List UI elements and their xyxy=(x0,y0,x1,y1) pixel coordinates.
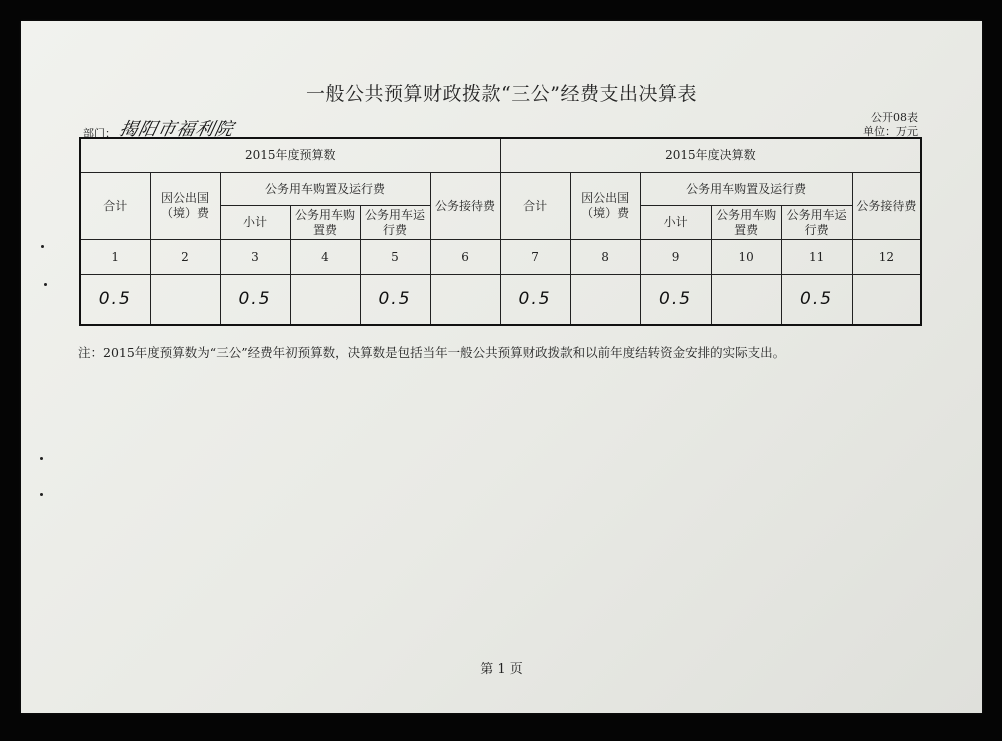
col-number: 10 xyxy=(711,240,781,275)
value-cell: 0.5 xyxy=(80,275,150,326)
value-cell xyxy=(852,275,921,326)
value-cell: 0.5 xyxy=(500,275,570,326)
header-subtotal-final: 小计 xyxy=(640,206,711,240)
footnote: 注：2015年度预算数为“三公”经费年初预算数，决算数是包括当年一般公共预算财政拨款和以前年度结转资金安排的实际支出。 xyxy=(78,345,786,360)
header-vehicle-operation-final: 公务用车运行费 xyxy=(781,206,852,240)
column-number-row xyxy=(80,240,921,275)
header-vehicle-purchase-final: 公务用车购置费 xyxy=(711,206,781,240)
page-number: 第 1 页 xyxy=(480,662,523,677)
header-vehicle-purchase-budget: 公务用车购置费 xyxy=(290,206,360,240)
document-title: 一般公共预算财政拨款“三公”经费支出决算表 xyxy=(306,83,697,105)
value-cell xyxy=(570,275,640,326)
document-sheet xyxy=(21,21,982,713)
form-meta xyxy=(863,111,918,139)
header-abroad-final: 因公出国（境）费 xyxy=(570,173,640,240)
col-number: 9 xyxy=(640,240,711,275)
value-cell: 0.5 xyxy=(781,275,852,326)
paper-speck xyxy=(41,245,44,248)
header-vehicle-group-budget: 公务用车购置及运行费 xyxy=(220,173,430,206)
col-number: 3 xyxy=(220,240,290,275)
value-cell: 0.5 xyxy=(640,275,711,326)
col-number: 1 xyxy=(80,240,150,275)
form-code: 公开08表 xyxy=(871,111,918,124)
header-total-final: 合计 xyxy=(500,173,570,240)
header-abroad-budget: 因公出国（境）费 xyxy=(150,173,220,240)
value-cell xyxy=(290,275,360,326)
header-reception-final: 公务接待费 xyxy=(852,173,921,240)
value-row xyxy=(80,275,921,326)
col-number: 12 xyxy=(852,240,921,275)
col-number: 7 xyxy=(500,240,570,275)
value-cell xyxy=(711,275,781,326)
col-number: 8 xyxy=(570,240,640,275)
value-cell: 0.5 xyxy=(220,275,290,326)
paper-speck xyxy=(44,283,47,286)
unit-label: 单位：万元 xyxy=(863,125,918,138)
header-vehicle-operation-budget: 公务用车运行费 xyxy=(360,206,430,240)
paper-speck xyxy=(40,493,43,496)
value-cell xyxy=(430,275,500,326)
col-number: 5 xyxy=(360,240,430,275)
col-number: 6 xyxy=(430,240,500,275)
header-reception-budget: 公务接待费 xyxy=(430,173,500,240)
paper-speck xyxy=(40,457,43,460)
col-number: 4 xyxy=(290,240,360,275)
value-cell: 0.5 xyxy=(360,275,430,326)
budget-group-header: 2015年度预算数 xyxy=(80,138,500,173)
header-vehicle-group-final: 公务用车购置及运行费 xyxy=(640,173,852,206)
final-group-header: 2015年度决算数 xyxy=(500,138,921,173)
department-label: 部门： xyxy=(83,127,116,140)
value-cell xyxy=(150,275,220,326)
col-number: 11 xyxy=(781,240,852,275)
expense-table xyxy=(79,137,922,326)
header-total-budget: 合计 xyxy=(80,173,150,240)
col-number: 2 xyxy=(150,240,220,275)
department-value: 揭阳市福利院 xyxy=(117,119,236,140)
header-subtotal-budget: 小计 xyxy=(220,206,290,240)
